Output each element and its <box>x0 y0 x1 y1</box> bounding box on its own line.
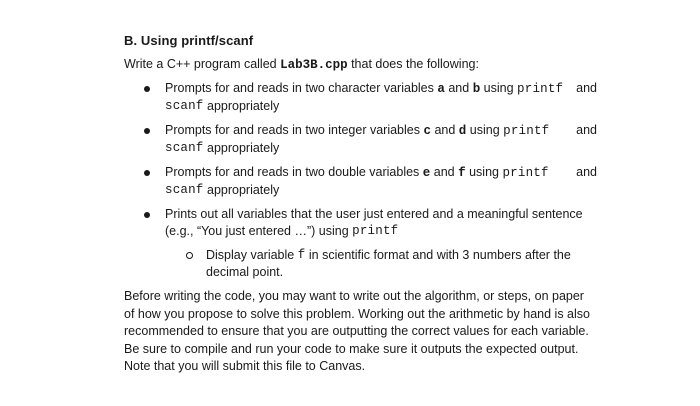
instructions-paragraph <box>124 288 599 376</box>
variable-name: e <box>422 166 431 180</box>
function-name: scanf <box>165 99 204 113</box>
paragraph-line: Be sure to compile and run your code to make sure it outputs the expected output. <box>124 341 579 356</box>
bullet-icon <box>144 128 150 134</box>
paragraph-line: Before writing the code, you may want to write out the algorithm, or steps, on paper <box>124 289 584 303</box>
function-name: scanf <box>165 183 204 197</box>
bullet-text: Prompts for and reads in two double variables <box>165 165 423 179</box>
sub-bullet-scientific-format: Display variable f in scientific format and with 3 numbers after the decimal point. <box>206 247 597 281</box>
variable-name: b <box>472 82 481 96</box>
function-name: printf <box>503 124 550 138</box>
bullet-text: Prints out all variables that the user just entered and a meaningful sentence <box>165 207 583 221</box>
function-name: printf <box>517 82 564 96</box>
variable-name: d <box>458 124 467 138</box>
function-name: printf <box>502 166 549 180</box>
circle-bullet-icon <box>186 252 193 259</box>
bullet-text: Prompts for and reads in two character variables <box>165 81 438 95</box>
intro-text-after: that does the following: <box>347 57 479 71</box>
bullet-text: Prompts for and reads in two integer variables <box>165 123 424 137</box>
bullet-item-double-variables: Prompts for and reads in two double variables e and f using printf and scanf appropriately <box>165 164 597 199</box>
paragraph-line: recommended to ensure that you are outputting the correct values for each variable. <box>124 324 589 339</box>
intro-sentence <box>124 57 479 72</box>
bullet-item-int-variables: Prompts for and reads in two integer variables c and d using printf and scanf appropriately <box>165 122 597 157</box>
paragraph-line: of how you propose to solve this problem. Working out the arithmetic by hand is also <box>124 306 590 321</box>
variable-name: c <box>423 124 431 138</box>
bullet-icon <box>144 86 150 92</box>
function-name: printf <box>352 224 399 238</box>
bullet-item-print-variables: Prints out all variables that the user just entered and a meaningful sentence (e.g., “You just entered …”) using printf <box>165 206 597 240</box>
filename: Lab3B.cpp <box>280 58 348 72</box>
section-heading: B. Using printf/scanf <box>124 33 254 48</box>
paragraph-line: Note that you will submit this file to Canvas. <box>124 359 366 374</box>
intro-text-before: Write a C++ program called <box>124 57 281 71</box>
bullet-icon <box>144 170 150 176</box>
variable-name: f <box>297 248 306 262</box>
bullet-icon <box>144 212 150 218</box>
function-name: scanf <box>165 141 204 155</box>
variable-name: f <box>458 166 466 180</box>
variable-name: a <box>437 82 445 96</box>
bullet-item-char-variables: Prompts for and reads in two character variables a and b using printf and scanf appropriately <box>165 80 597 115</box>
